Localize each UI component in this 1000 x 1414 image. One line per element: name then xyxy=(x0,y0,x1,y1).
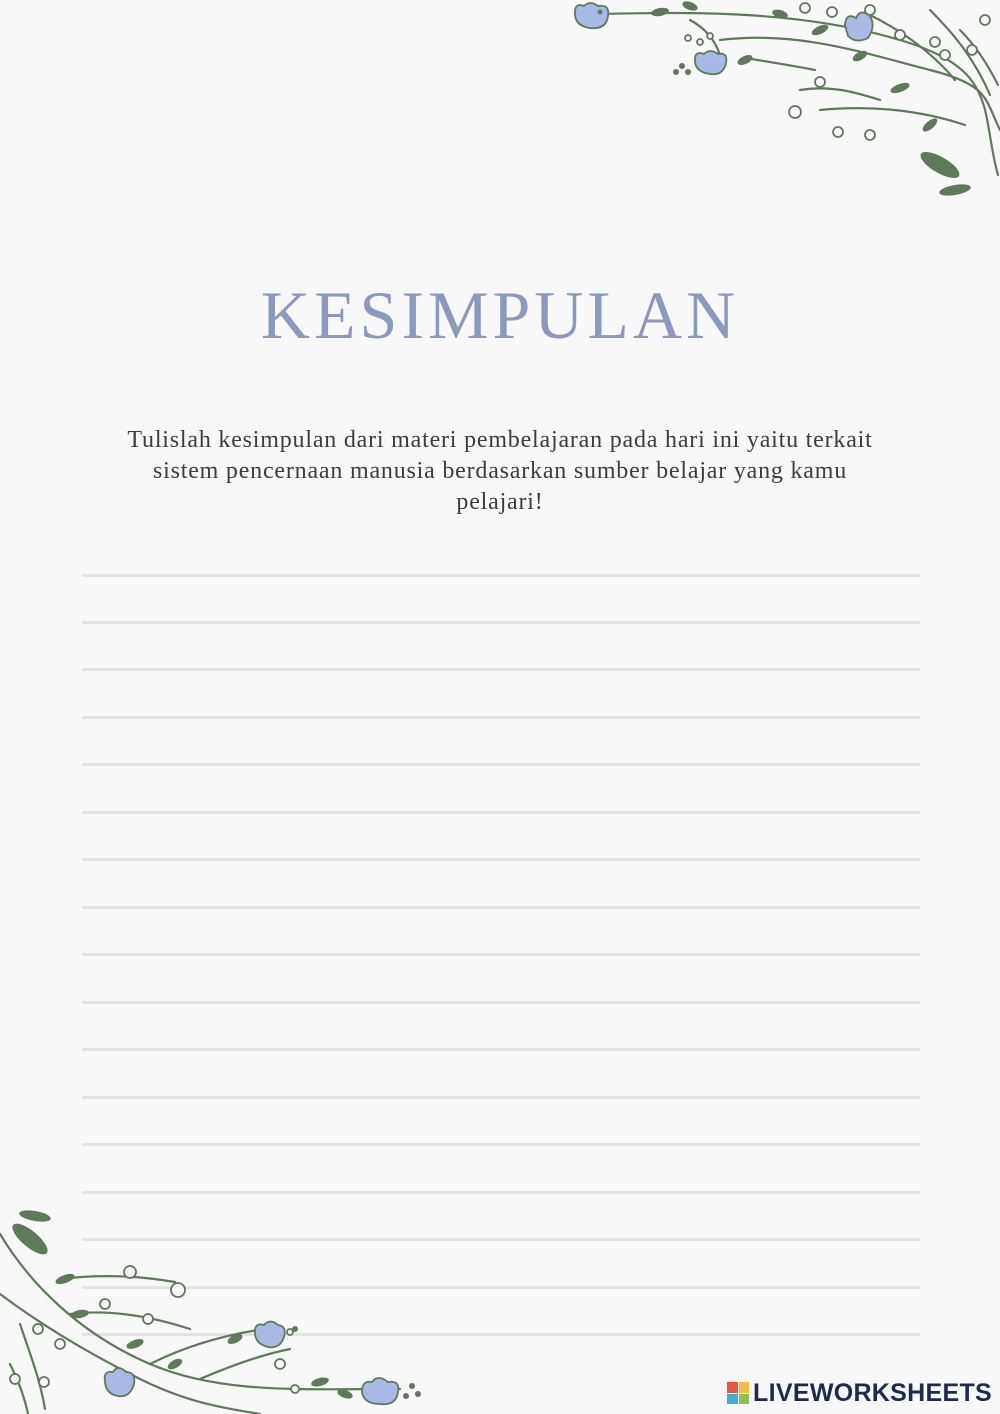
answer-line[interactable] xyxy=(82,668,920,671)
answer-line[interactable] xyxy=(82,858,920,861)
answer-line[interactable] xyxy=(82,1191,920,1194)
floral-corner-bottom-icon xyxy=(0,1204,430,1414)
liveworksheets-badge-icon xyxy=(727,1382,749,1404)
answer-line[interactable] xyxy=(82,1048,920,1051)
liveworksheets-label: LIVEWORKSHEETS xyxy=(753,1378,992,1407)
instructions-text: Tulislah kesimpulan dari materi pembelajaran pada hari ini yaitu terkait sistem pencernaan manusia berdasarkan sumber belajar yang kamu pelajari! xyxy=(127,427,873,515)
answer-line[interactable] xyxy=(82,574,920,577)
answer-line[interactable] xyxy=(82,1096,920,1099)
answer-line[interactable] xyxy=(82,811,920,814)
answer-line[interactable] xyxy=(82,906,920,909)
answer-line[interactable] xyxy=(82,763,920,766)
answer-lines[interactable] xyxy=(82,0,920,1414)
answer-line[interactable] xyxy=(82,716,920,719)
answer-line[interactable] xyxy=(82,621,920,624)
page-title: KESIMPULAN xyxy=(260,277,740,353)
answer-line[interactable] xyxy=(82,953,920,956)
answer-line[interactable] xyxy=(82,1001,920,1004)
answer-line[interactable] xyxy=(82,1143,920,1146)
liveworksheets-logo[interactable] xyxy=(727,1378,992,1408)
